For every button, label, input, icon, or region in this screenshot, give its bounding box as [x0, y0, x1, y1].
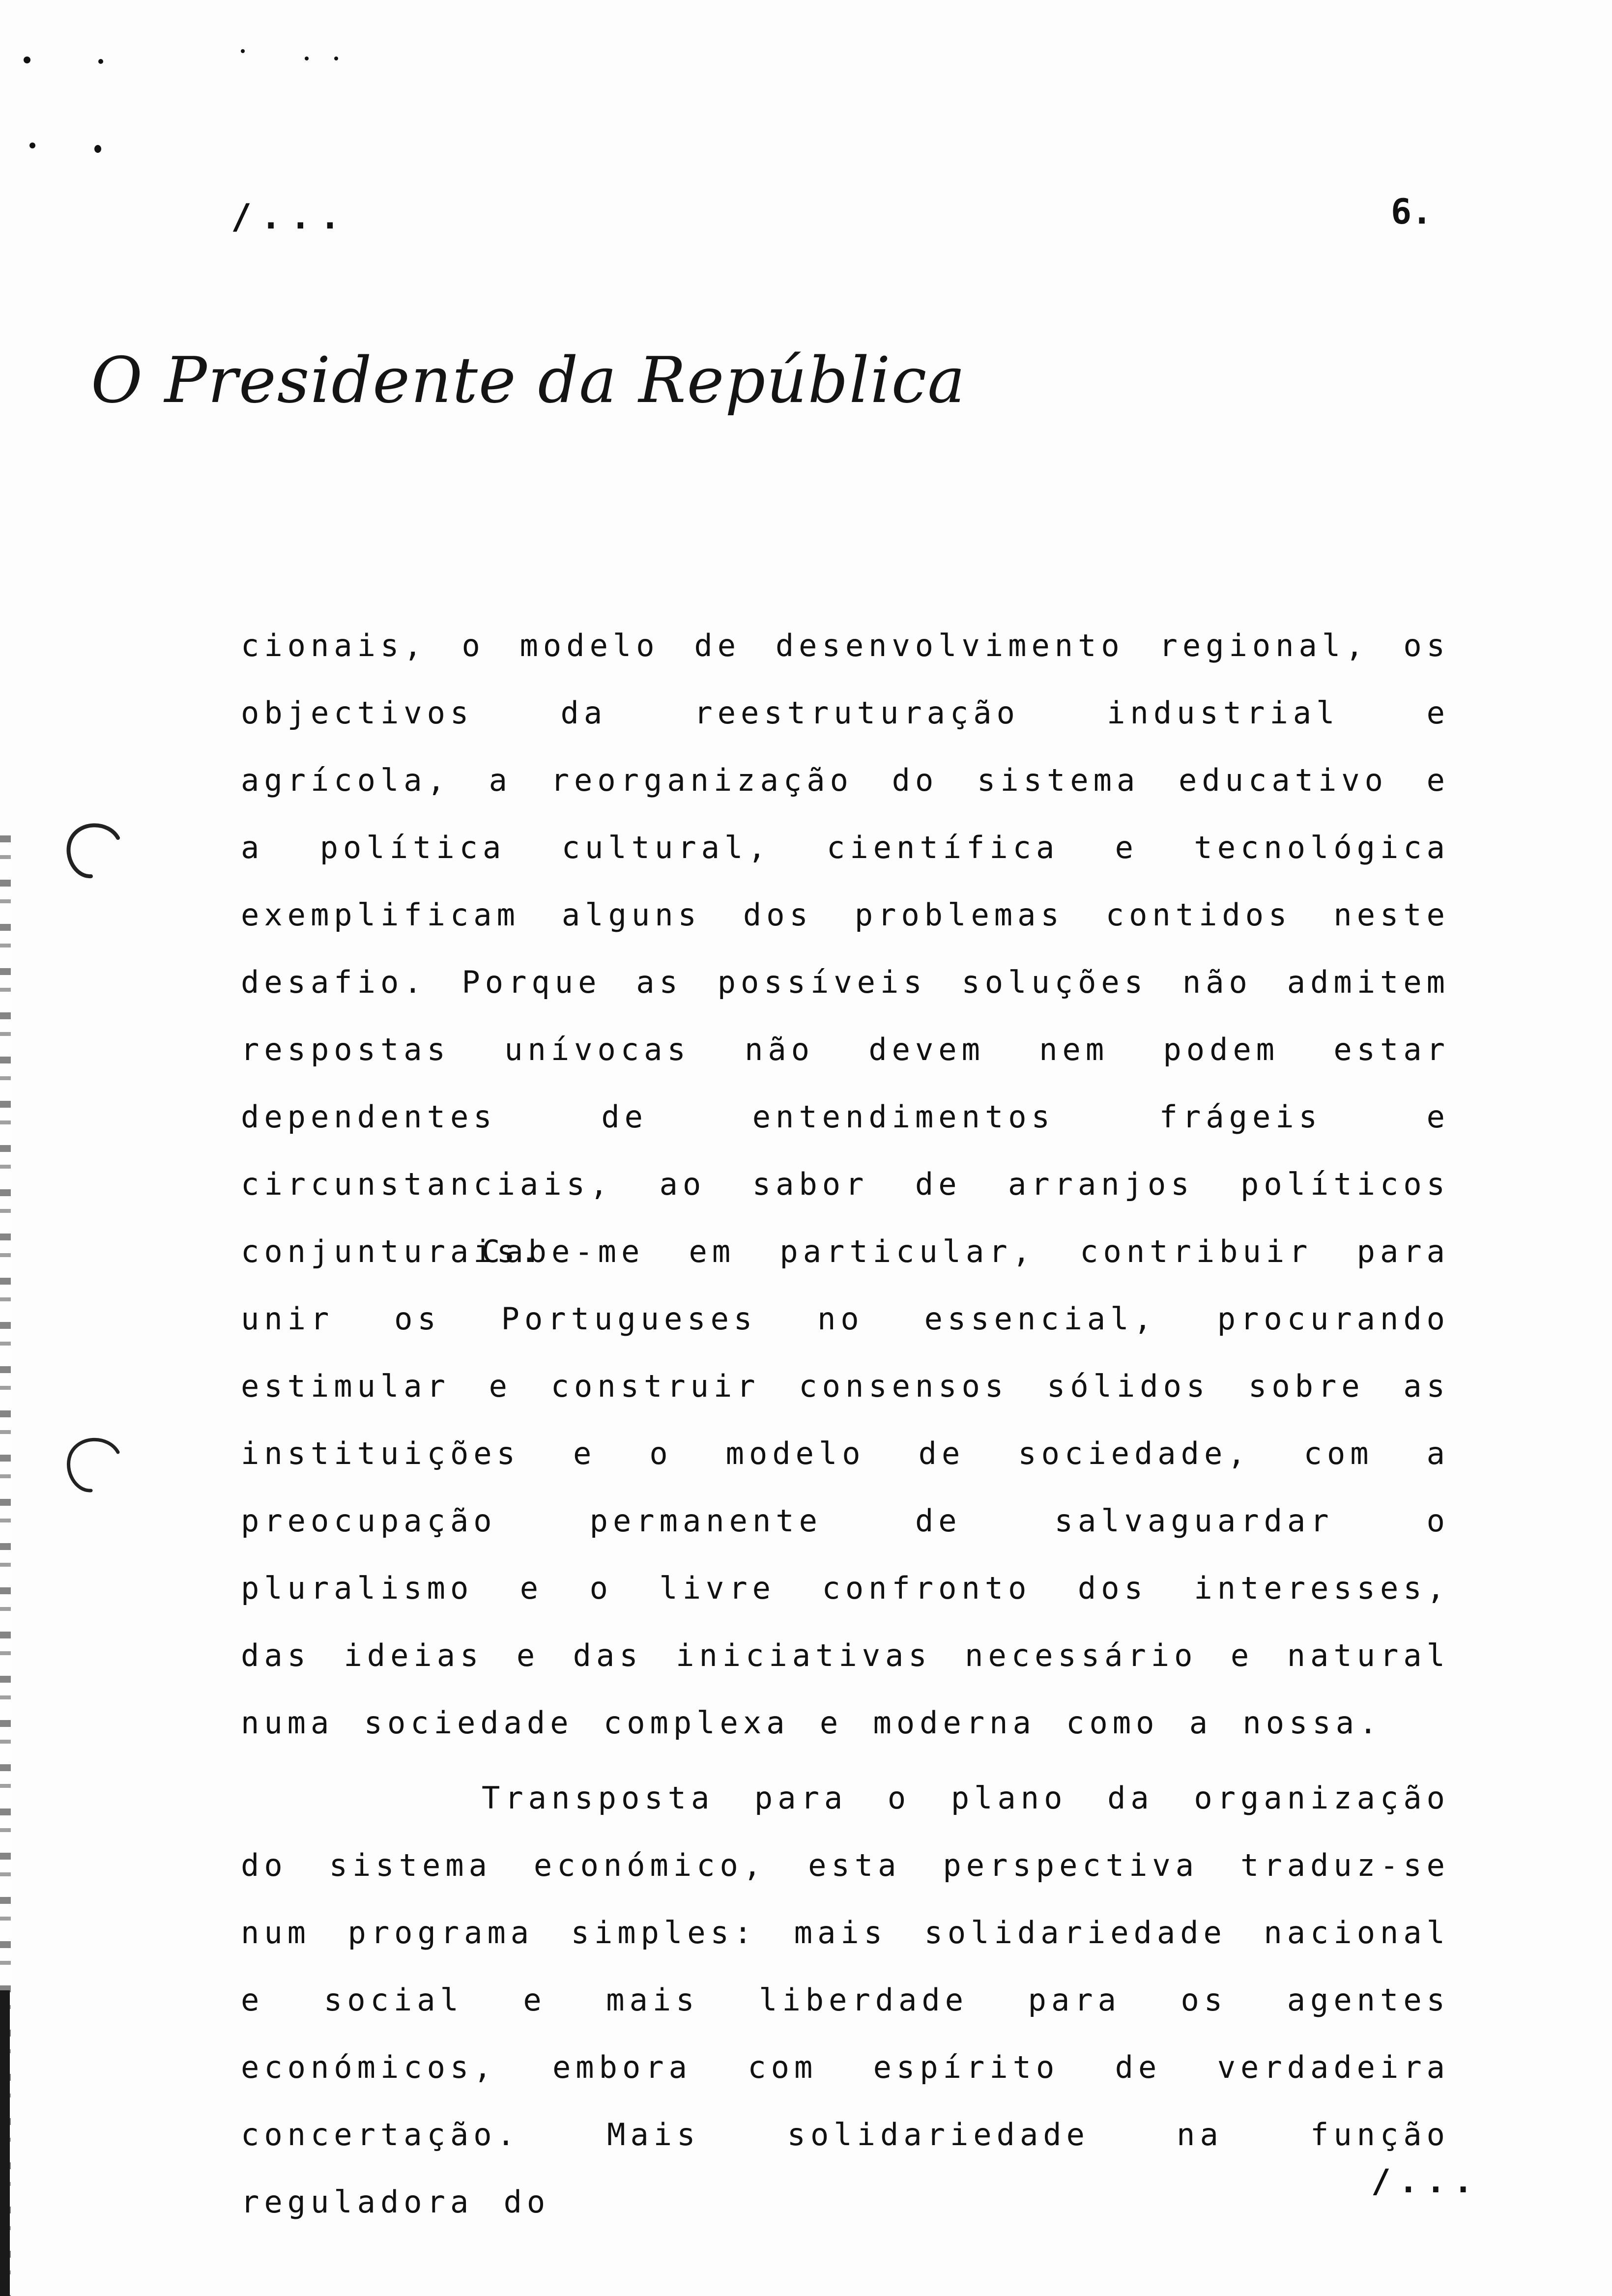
continuation-marker-top: /...: [231, 197, 349, 237]
paragraph-2: [241, 1218, 1450, 1756]
paragraph-1: [241, 612, 1450, 1285]
scan-edge-shadow: [0, 1990, 10, 2296]
punch-hole-mark: [61, 818, 125, 882]
scan-speck: [94, 145, 101, 153]
punch-hole-mark: [61, 1433, 125, 1496]
paragraph-3: [241, 1764, 1450, 2236]
paragraph-text: Transposta para o plano da organização do sistema económico, esta perspectiva traduz-se num programa simples: mais solidariedade nacional e social e mais liberdade para os agentes económicos, embora com espírito de verdadeira concertação. Mais solidariedade na função reguladora do: [241, 1780, 1450, 2220]
page-number: 6.: [1391, 192, 1433, 232]
scan-speck: [24, 57, 30, 63]
continuation-marker-bottom: /...: [1371, 2162, 1481, 2200]
scan-speck: [305, 57, 309, 60]
scan-speck: [241, 49, 245, 53]
paragraph-text: cionais, o modelo de desenvolvimento regional, os objectivos da reestruturação industrial e agrícola, a reorganização do sistema educativo e a política cultural, científica e tecnológica exemplificam alguns dos problemas contidos neste desafio. Porque as possíveis soluções não admitem respostas unívocas não devem nem podem estar dependentes de entendimentos frágeis e circunstanciais, ao sabor de arranjos políticos conjunturais.: [241, 628, 1450, 1269]
scan-speck: [334, 57, 338, 60]
scan-speck: [29, 143, 35, 148]
letterhead-title: O Presidente da República: [91, 344, 966, 417]
scan-speck: [98, 59, 103, 64]
paragraph-text: Cabe-me em particular, contribuir para unir os Portugueses no essencial, procurando estimular e construir consensos sólidos sobre as instituições e o modelo de sociedade, com a preocupação permanente de salvaguardar o pluralismo e o livre confronto dos interesses, das ideias e das iniciativas necessário e natural numa sociedade complexa e moderna como a nossa.: [241, 1234, 1450, 1741]
